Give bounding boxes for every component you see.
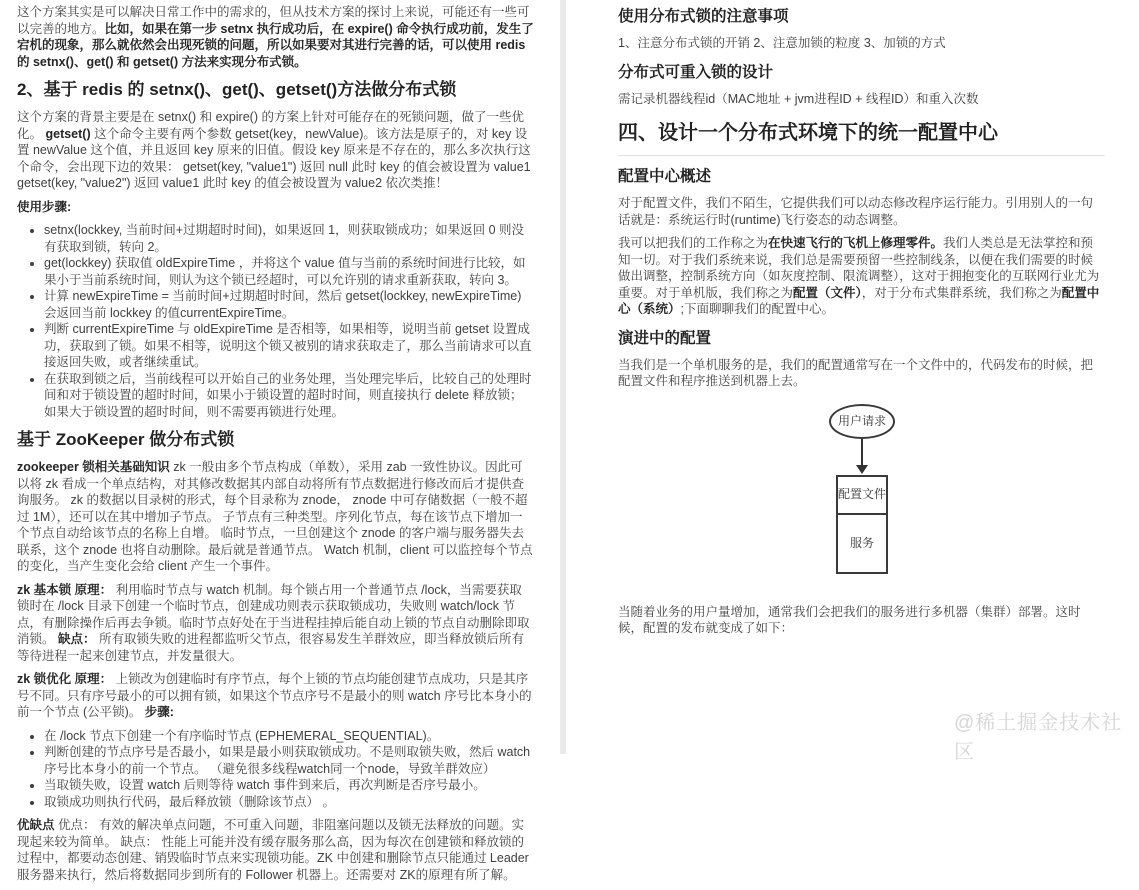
list-item: • get(lockkey) 获取值 oldExpireTime ，并将这个 value 值与当前的系统时间进行比较，如果小于当前系统时间，则认为这个锁已经超时，可以允许别的请求重新获取，转向 3。 [44,255,534,288]
text-run-bold: 比如，如果在第一步 setnx 执行成功后，在 expire() 命令执行成功前，发生了宕机的现象，那么就依然会出现死锁的问题，所以如果要对其进行完善的话，可以使用 redis 的 setnx()、get() 和 getset() 方法来实现分布式锁。 [17,21,534,69]
paragraph-reentrant-lock: 需记录机器线程id（MAC地址 + jvm进程ID + 线程ID）和重入次数 [618,91,979,106]
config-flow-diagram [618,398,1105,594]
text-run: ;下面聊聊我们的配置中心。 [680,302,834,316]
diagram-service-cell: 服务 [849,535,874,550]
right-page [566,0,1139,644]
text-run: ，对于分布式集群系统，我们称之为 [861,285,1062,300]
text-run-bold: 配置中心（系统） [618,285,1100,316]
text-run-bold: zookeeper 锁相关基础知识 [17,460,170,474]
diagram-user-request-node: 用户请求 [829,404,895,439]
paragraph-steps-label [17,199,534,216]
list-item: • 在获取到锁之后，当前线程可以开始自己的业务处理，当处理完毕后，比较自己的处理时间和对于锁设置的超时时间，如果小于锁设置的超时时间，则直接执行 delete 释放锁；如果大于锁设置的超时时间，则不需要再锁进行处理。 [44,371,534,421]
paragraph-zk-optimized-lock [17,671,534,721]
list-item: • 当取锁失败，设置 watch 后则等待 watch 事件到来后，再次判断是否序号最小。 [44,777,534,794]
paragraph-zk-basic-lock [17,582,534,665]
text-run: 利用临时节点与 watch 机制。每个锁占用一个普通节点 /lock，当需要获取锁时在 /lock 目录下创建一个临时节点，创建成功则表示获取锁成功，失败则 watch/lock 节点，有删除操作后再去争锁。临时节点好处在于当进程挂掉后能自动上锁的节点自动删除即取消锁。 [17,582,530,646]
heading-config-overview: 配置中心概述 [618,168,712,185]
text-run-bold: zk 基本锁 原理： [17,582,113,597]
text-run-bold: 使用步骤: [17,199,72,214]
paragraph-zk-pros-cons [17,817,534,883]
text-run: 所有取锁失败的进程都监听父节点，很容易发生羊群效应，即当释放锁后所有等待进程一起来创建节点，并发量很大。 [17,632,524,663]
text-run-bold: 在快速飞行的飞机上修理零件。 [768,236,944,250]
text-run: 我可以把我们的工作称之为 [618,236,769,250]
list-item: • 判断创建的节点序号是否最小，如果是最小则获取锁成功。不是则取锁失败，然后 watch 序号比本身小的前一个节点。 （避免很多线程watch同一个node，导致羊群效应） [44,744,534,777]
paragraph-config-overview-1: 对于配置文件，我们不陌生，它提供我们可以动态修改程序运行能力。引用别人的一句话就是：系统运行时(runtime)飞行姿态的动态调整。 [618,196,1094,227]
paragraph-config-overview-2 [618,235,1105,318]
list-item: • 在 /lock 节点下创建一个有序临时节点 (EPHEMERAL_SEQUENTIAL)。 [44,728,534,745]
heading-redis-setnx-getset: 2、基于 redis 的 setnx()、get()、getset()方法做分布式锁 [17,80,457,99]
text-run-bold: zk 锁优化 原理： [17,672,113,686]
zk-steps-list [17,728,534,811]
paragraph-scheme-intro [17,4,534,70]
paragraph-lock-notes: 1、注意分布式锁的开销 2、注意加锁的粒度 3、加锁的方式 [618,36,946,50]
watermark: @稀土掘金技术社区 [954,712,1123,763]
diagram-config-file-cell: 配置文件 [838,477,886,515]
heading-config-evolution: 演进中的配置 [618,329,712,347]
redis-steps-list [17,222,534,420]
text-run: 优点： 有效的解决单点问题，不可重入问题，非阻塞问题以及锁无法释放的问题。实现起来较为简单。 缺点： 性能上可能并没有缓存服务那么高，因为每次在创建锁和释放锁的过程中，都要动态创建、销毁临时节点来实现锁功能。ZK 中创建和删除节点只能通过 Leader 服务器来执行，然后将数据同步到所有的 Follower 机器上。还需要对 ZK的原理有所了解。 [17,818,529,882]
paragraph-config-evolution-2: 当随着业务的用户量增加，通常我们会把我们的服务进行多机器（集群）部署。这时候，配置的发布就变成了如下： [618,604,1081,635]
text-run-bold: 缺点： [57,632,96,646]
text-run: zk 一般由多个节点构成（单数），采用 zab 一致性协议。因此可以将 zk 看成一个单点结构，对其修改数据其内部自动将所有节点数据进行修改而后才提供查询服务。 zk 的数据以目录树的形式，每个目录称为 znode， znode 中可存储数据（一般不超过 1M），还可以在其中增加子节点。 子节点有三种类型。序列化节点，每在该节点下增加一个节点自动给该节点的名称上自增。 临时节点，一旦创建这个 znode 的客户端与服务器失去联系，这个 znode 也将自动删除。最后就是普通节点。 Watch 机制，client 可以监控每个节点的变化，当产生变化会给 client 产生一个事件。 [17,460,533,573]
text-run-bold: 优缺点 [17,818,55,832]
text-run: 这个方案其实是可以解决日常工作中的需求的，但从技术方案的探讨上来说，可能还有一些可以完善的地方。 [17,5,530,36]
paragraph-getset-background [17,109,534,192]
heading-reentrant-lock: 分布式可重入锁的设计 [618,63,774,81]
text-run-bold: 配置（文件） [793,285,862,300]
arrow-down-head-icon [856,465,868,474]
left-page [0,0,560,890]
text-run-bold: 步骤: [144,705,174,719]
text-run: 这个命令主要有两个参数 getset(key，newValue)。该方法是原子的，对 key 设置 newValue 这个值，并且返回 key 原来的旧值。假设 key 原来是不存在的，那么多次执行这个命令，会出现下边的效果： getset(key, "value1") 返回 null 此时 key 的值会被设置为 value1 getset(key, "value2") 返回 value1 此时 key 的值会被设置为 value2 依次类推！ [17,126,531,190]
text-run: 我们人类总是无法掌控和预知一切。对于我们系统来说，我们总是需要预留一些控制线条，以便在我们需要的时候做出调整，控制系统方向（如灰度控制、限流调整），这对于拥抱变化的互联网行业尤为重要。对于单机版，我们称之为 [618,236,1100,300]
list-item: • setnx(lockkey, 当前时间+过期超时时间)，如果返回 1，则获取锁成功；如果返回 0 则没有获取到锁，转向 2。 [44,222,534,255]
text-run: 上锁改为创建临时有序节点，每个上锁的节点均能创建节点成功，只是其序号不同。只有序号最小的可以拥有锁，如果这个节点序号不是最小的则 watch 序号比本身小的前一个节点 (公平锁)。 [17,672,532,719]
diagram-server-box [836,475,888,574]
heading-config-center: 四、设计一个分布式环境下的统一配置中心 [618,120,1105,156]
paragraph-zk-basics [17,459,534,575]
list-item: • 计算 newExpireTime = 当前时间+过期超时时间，然后 getset(lockkey, newExpireTime) 会返回当前 lockkey 的值currentExpireTime。 [44,288,534,321]
heading-zookeeper-lock: 基于 ZooKeeper 做分布式锁 [17,430,235,449]
text-run-bold: getset() [45,126,91,141]
paragraph-config-evolution-1: 当我们是一个单机服务的是，我们的配置通常写在一个文件中的，代码发布的时候，把配置文件和程序推送到机器上去。 [618,357,1094,388]
text-run: 这个方案的背景主要是在 setnx() 和 expire() 的方案上针对可能存在的死锁问题，做了一些优化。 [17,110,524,141]
list-item: • 判断 currentExpireTime 与 oldExpireTime 是否相等，如果相等，说明当前 getset 设置成功，获取到了锁。如果不相等，说明这个锁又被别的请求获取走了，那么当前请求可以直接返回失败，或者继续重试。 [44,321,534,371]
arrow-down-line [861,439,863,466]
list-item: • 取锁成功则执行代码，最后释放锁（删除该节点） 。 [44,794,534,811]
heading-lock-notes: 使用分布式锁的注意事项 [618,8,789,25]
